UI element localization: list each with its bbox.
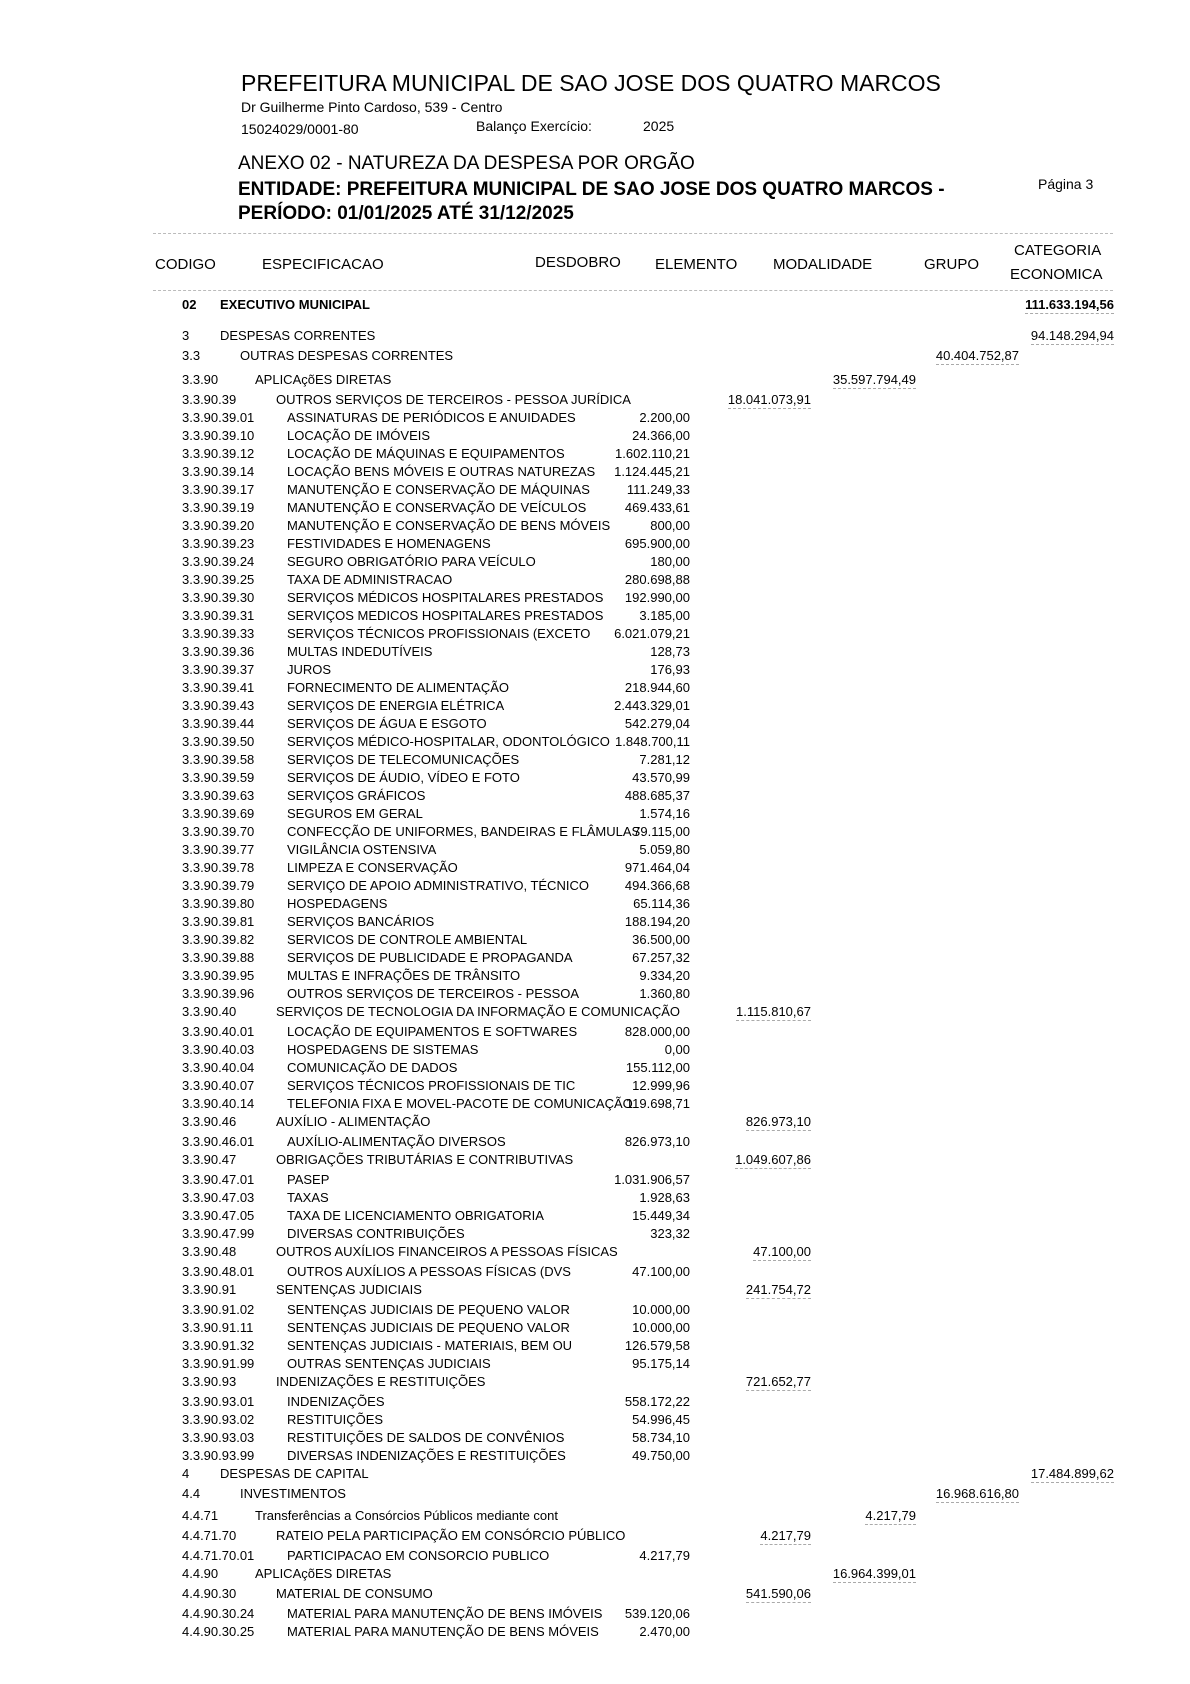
row-value: 94.148.294,94 (1030, 328, 1114, 343)
row-value: 176,93 (650, 662, 690, 677)
row-value: 1.049.607,86 (735, 1152, 811, 1167)
row-description: JUROS (287, 662, 332, 677)
row-value: 49.750,00 (632, 1448, 690, 1463)
row-value: 47.100,00 (753, 1244, 811, 1259)
row-description: INVESTIMENTOS (240, 1486, 346, 1501)
row-code: 3.3.90.39.58 (182, 752, 255, 767)
row-code: 3.3.90.39.96 (182, 986, 255, 1001)
row-code: 3.3.90.40.01 (182, 1024, 255, 1039)
row-value: 95.175,14 (632, 1356, 690, 1371)
row-description: SERVIÇOS MEDICOS HOSPITALARES PRESTADOS (287, 608, 604, 623)
row-value: 35.597.794,49 (832, 372, 916, 387)
row-description: TELEFONIA FIXA E MOVEL-PACOTE DE COMUNICAÇÃO (287, 1096, 633, 1111)
row-code: 3.3.90.39.37 (182, 662, 255, 677)
row-value: 2.470,00 (639, 1624, 690, 1639)
row-description: SERVIÇOS DE ENERGIA ELÉTRICA (287, 698, 505, 713)
row-code: 3.3.90.39.12 (182, 446, 255, 461)
row-code: 3.3.90.39.77 (182, 842, 255, 857)
row-code: 3.3.90.39.31 (182, 608, 255, 623)
row-description: SERVIÇOS DE TECNOLOGIA DA INFORMAÇÃO E COMUNICAÇÃO (276, 1004, 681, 1019)
row-value: 241.754,72 (745, 1282, 811, 1297)
row-code: 3.3.90.39.69 (182, 806, 255, 821)
row-code: 3.3.90.39 (182, 392, 237, 407)
row-code: 3.3.90.48.01 (182, 1264, 255, 1279)
row-value: 111.249,33 (626, 482, 690, 497)
row-value: 79.115,00 (633, 824, 690, 839)
row-value: 65.114,36 (633, 896, 690, 911)
row-code: 3.3.90.39.43 (182, 698, 255, 713)
row-description: SERVIÇOS DE TELECOMUNICAÇÕES (287, 752, 520, 767)
row-description: SERVIÇOS DE PUBLICIDADE E PROPAGANDA (287, 950, 573, 965)
row-value: 43.570,99 (632, 770, 690, 785)
row-description: DESPESAS DE CAPITAL (220, 1466, 369, 1481)
row-code: 3.3.90.39.23 (182, 536, 255, 551)
row-description: SERVIÇOS TÉCNICOS PROFISSIONAIS DE TIC (287, 1078, 576, 1093)
row-code: 4.4.90 (182, 1566, 219, 1581)
row-value: 54.996,45 (632, 1412, 690, 1427)
row-code: 3.3.90.46.01 (182, 1134, 255, 1149)
entidade-title: ENTIDADE: PREFEITURA MUNICIPAL DE SAO JOSE DOS QUATRO MARCOS - (238, 179, 945, 200)
row-code: 3.3.90.48 (182, 1244, 237, 1259)
row-code: 3.3.90.40.07 (182, 1078, 255, 1093)
row-description: COMUNICAÇÃO DE DADOS (287, 1060, 458, 1075)
row-code: 3.3.90.39.01 (182, 410, 255, 425)
row-code: 3.3.90.39.44 (182, 716, 255, 731)
row-code: 3.3.90.40 (182, 1004, 237, 1019)
row-description: APLICAçõES DIRETAS (255, 1566, 392, 1581)
row-value: 2.443.329,01 (614, 698, 690, 713)
row-code: 3.3.90.39.79 (182, 878, 255, 893)
row-description: SENTENÇAS JUDICIAIS DE PEQUENO VALOR (287, 1302, 570, 1317)
row-description: TAXA DE ADMINISTRACAO (287, 572, 453, 587)
col-modalidade: MODALIDADE (773, 256, 873, 273)
row-description: TAXAS (287, 1190, 329, 1205)
row-description: SERVIÇOS GRÁFICOS (287, 788, 426, 803)
col-desdobro: DESDOBRO (535, 254, 621, 271)
balanco-label: Balanço Exercício: (476, 118, 592, 134)
row-code: 3.3.90.39.78 (182, 860, 255, 875)
row-value: 111.633.194,56 (1025, 297, 1114, 312)
row-code: 4.4.71.70 (182, 1528, 237, 1543)
row-code: 4 (182, 1466, 190, 1481)
row-value: 10.000,00 (632, 1320, 690, 1335)
row-description: DIVERSAS CONTRIBUIÇÕES (287, 1226, 465, 1241)
row-description: MANUTENÇÃO E CONSERVAÇÃO DE BENS MÓVEIS (287, 518, 611, 533)
row-description: MANUTENÇÃO E CONSERVAÇÃO DE MÁQUINAS (287, 482, 590, 497)
row-value: 971.464,04 (624, 860, 690, 875)
col-especificacao: ESPECIFICACAO (262, 256, 384, 273)
row-code: 3.3.90.39.17 (182, 482, 255, 497)
row-value: 2.200,00 (639, 410, 690, 425)
row-description: APLICAçõES DIRETAS (255, 372, 392, 387)
anexo-title: ANEXO 02 - NATUREZA DA DESPESA POR ORGÃO (238, 153, 695, 174)
row-description: SERVIÇOS DE ÁUDIO, VÍDEO E FOTO (287, 770, 520, 785)
row-value: 0,00 (664, 1042, 690, 1057)
row-description: AUXÍLIO - ALIMENTAÇÃO (276, 1114, 431, 1129)
row-description: MATERIAL PARA MANUTENÇÃO DE BENS IMÓVEIS (287, 1606, 603, 1621)
row-value: 36.500,00 (632, 932, 690, 947)
row-code: 3.3.90.93.99 (182, 1448, 255, 1463)
row-code: 3.3.90.39.36 (182, 644, 255, 659)
row-description: SERVICOS DE CONTROLE AMBIENTAL (287, 932, 528, 947)
row-value: 1.574,16 (639, 806, 690, 821)
row-description: RESTITUIÇÕES DE SALDOS DE CONVÊNIOS (287, 1430, 565, 1445)
row-code: 3.3.90.91 (182, 1282, 237, 1297)
row-value: 558.172,22 (624, 1394, 690, 1409)
row-code: 3.3.90.39.30 (182, 590, 255, 605)
cnpj: 15024029/0001-80 (241, 121, 359, 137)
row-code: 3.3.90.91.02 (182, 1302, 255, 1317)
row-value: 542.279,04 (624, 716, 690, 731)
row-description: INDENIZAÇÕES (287, 1394, 385, 1409)
row-description: PARTICIPACAO EM CONSORCIO PUBLICO (287, 1548, 550, 1563)
row-description: OUTRAS DESPESAS CORRENTES (240, 348, 454, 363)
row-code: 3.3.90 (182, 372, 219, 387)
row-value: 3.185,00 (639, 608, 690, 623)
row-value: 12.999,96 (632, 1078, 690, 1093)
row-description: LOCAÇÃO DE EQUIPAMENTOS E SOFTWARES (287, 1024, 578, 1039)
row-description: HOSPEDAGENS DE SISTEMAS (287, 1042, 479, 1057)
row-description: OBRIGAÇÕES TRIBUTÁRIAS E CONTRIBUTIVAS (276, 1152, 574, 1167)
row-value: 721.652,77 (745, 1374, 811, 1389)
row-code: 3.3.90.39.80 (182, 896, 255, 911)
row-code: 3.3.90.40.03 (182, 1042, 255, 1057)
row-value: 119.698,71 (625, 1096, 690, 1111)
row-code: 3.3.90.39.10 (182, 428, 255, 443)
row-code: 3.3.90.46 (182, 1114, 237, 1129)
row-code: 3.3 (182, 348, 201, 363)
page-title: PREFEITURA MUNICIPAL DE SAO JOSE DOS QUATRO MARCOS (241, 70, 941, 96)
row-code: 3.3.90.39.25 (182, 572, 255, 587)
row-description: SERVIÇO DE APOIO ADMINISTRATIVO, TÉCNICO (287, 878, 589, 893)
row-value: 17.484.899,62 (1030, 1466, 1114, 1481)
row-code: 4.4.71.70.01 (182, 1548, 255, 1563)
row-description: FESTIVIDADES E HOMENAGENS (287, 536, 491, 551)
row-value: 1.848.700,11 (615, 734, 690, 749)
row-code: 3.3.90.47.01 (182, 1172, 255, 1187)
row-value: 188.194,20 (624, 914, 690, 929)
row-code: 3.3.90.47.05 (182, 1208, 255, 1223)
row-code: 3.3.90.91.32 (182, 1338, 255, 1353)
row-code: 3.3.90.39.50 (182, 734, 255, 749)
row-code: 3.3.90.91.11 (182, 1320, 254, 1335)
row-value: 218.944,60 (624, 680, 690, 695)
row-description: DESPESAS CORRENTES (220, 328, 376, 343)
col-economica: ECONOMICA (1010, 266, 1103, 283)
row-value: 126.579,58 (624, 1338, 690, 1353)
row-value: 1.031.906,57 (614, 1172, 690, 1187)
row-value: 7.281,12 (639, 752, 690, 767)
row-description: AUXÍLIO-ALIMENTAÇÃO DIVERSOS (287, 1134, 506, 1149)
row-code: 02 (182, 297, 197, 312)
row-description: VIGILÂNCIA OSTENSIVA (287, 842, 437, 857)
row-description: MATERIAL PARA MANUTENÇÃO DE BENS MÓVEIS (287, 1624, 599, 1639)
row-value: 58.734,10 (632, 1430, 690, 1445)
row-description: ASSINATURAS DE PERIÓDICOS E ANUIDADES (287, 410, 576, 425)
row-description: OUTRAS SENTENÇAS JUDICIAIS (287, 1356, 491, 1371)
row-description: FORNECIMENTO DE ALIMENTAÇÃO (287, 680, 509, 695)
row-code: 3.3.90.93.02 (182, 1412, 255, 1427)
row-value: 15.449,34 (632, 1208, 690, 1223)
row-code: 3.3.90.39.24 (182, 554, 255, 569)
row-description: RESTITUIÇÕES (287, 1412, 384, 1427)
row-code: 3.3.90.47.03 (182, 1190, 255, 1205)
row-description: OUTROS AUXÍLIOS A PESSOAS FÍSICAS (DVS (287, 1264, 571, 1279)
col-categoria: CATEGORIA (1014, 242, 1102, 259)
row-description: SEGURO OBRIGATÓRIO PARA VEÍCULO (287, 554, 536, 569)
row-description: OUTROS AUXÍLIOS FINANCEIROS A PESSOAS FÍSICAS (276, 1244, 618, 1259)
row-value: 1.928,63 (639, 1190, 690, 1205)
row-value: 494.366,68 (624, 878, 690, 893)
row-value: 323,32 (650, 1226, 690, 1241)
row-description: CONFECÇÃO DE UNIFORMES, BANDEIRAS E FLÂMULAS (287, 824, 641, 839)
row-code: 3 (182, 328, 190, 343)
row-value: 4.217,79 (639, 1548, 690, 1563)
row-value: 155.112,00 (625, 1060, 690, 1075)
row-value: 469.433,61 (624, 500, 690, 515)
row-code: 3.3.90.39.59 (182, 770, 255, 785)
row-description: MULTAS E INFRAÇÕES DE TRÂNSITO (287, 968, 521, 983)
row-code: 3.3.90.39.81 (182, 914, 255, 929)
row-description: LIMPEZA E CONSERVAÇÃO (287, 860, 458, 875)
row-value: 9.334,20 (639, 968, 690, 983)
row-description: MATERIAL DE CONSUMO (276, 1586, 433, 1601)
periodo-title: PERÍODO: 01/01/2025 ATÉ 31/12/2025 (238, 203, 574, 224)
row-code: 3.3.90.39.33 (182, 626, 255, 641)
row-code: 3.3.90.39.41 (182, 680, 255, 695)
row-code: 3.3.90.93 (182, 1374, 237, 1389)
row-value: 800,00 (650, 518, 690, 533)
row-value: 1.602.110,21 (615, 446, 690, 461)
row-description: SENTENÇAS JUDICIAIS DE PEQUENO VALOR (287, 1320, 570, 1335)
row-code: 4.4.90.30.24 (182, 1606, 255, 1621)
row-value: 5.059,80 (639, 842, 690, 857)
row-description: TAXA DE LICENCIAMENTO OBRIGATORIA (287, 1208, 544, 1223)
row-code: 3.3.90.39.14 (182, 464, 255, 479)
col-codigo: CODIGO (155, 256, 216, 273)
row-value: 180,00 (650, 554, 690, 569)
row-value: 488.685,37 (624, 788, 690, 803)
row-value: 47.100,00 (632, 1264, 690, 1279)
row-code: 4.4.90.30.25 (182, 1624, 255, 1639)
row-code: 3.3.90.93.03 (182, 1430, 255, 1445)
row-description: RATEIO PELA PARTICIPAÇÃO EM CONSÓRCIO PÚBLICO (276, 1528, 626, 1543)
row-value: 695.900,00 (624, 536, 690, 551)
row-code: 3.3.90.39.95 (182, 968, 255, 983)
row-value: 1.115.810,67 (736, 1004, 811, 1019)
row-value: 6.021.079,21 (614, 626, 690, 641)
row-code: 3.3.90.47.99 (182, 1226, 255, 1241)
row-description: OUTROS SERVIÇOS DE TERCEIROS - PESSOA (287, 986, 580, 1001)
row-description: DIVERSAS INDENIZAÇÕES E RESTITUIÇÕES (287, 1448, 566, 1463)
row-code: 3.3.90.39.82 (182, 932, 255, 947)
row-code: 3.3.90.40.04 (182, 1060, 255, 1075)
row-description: SERVIÇOS DE ÁGUA E ESGOTO (287, 716, 487, 731)
row-description: MULTAS INDEDUTÍVEIS (287, 644, 433, 659)
row-value: 539.120,06 (624, 1606, 690, 1621)
row-description: LOCAÇÃO DE IMÓVEIS (287, 428, 431, 443)
page-number: Página 3 (1038, 176, 1094, 192)
row-description: EXECUTIVO MUNICIPAL (220, 297, 370, 312)
row-description: HOSPEDAGENS (287, 896, 388, 911)
row-code: 4.4.71 (182, 1508, 219, 1523)
row-code: 4.4 (182, 1486, 201, 1501)
row-code: 3.3.90.40.14 (182, 1096, 255, 1111)
row-description: SERVIÇOS MÉDICO-HOSPITALAR, ODONTOLÓGICO (287, 734, 610, 749)
col-elemento: ELEMENTO (655, 256, 738, 273)
row-code: 3.3.90.93.01 (182, 1394, 255, 1409)
row-value: 24.366,00 (632, 428, 690, 443)
row-value: 826.973,10 (745, 1114, 811, 1129)
row-description: Transferências a Consórcios Públicos mediante cont (255, 1508, 558, 1523)
row-code: 3.3.90.39.70 (182, 824, 255, 839)
row-description: LOCAÇÃO BENS MÓVEIS E OUTRAS NATUREZAS (287, 464, 596, 479)
row-value: 16.964.399,01 (832, 1566, 916, 1581)
row-code: 3.3.90.91.99 (182, 1356, 255, 1371)
row-value: 826.973,10 (624, 1134, 690, 1149)
row-code: 3.3.90.39.88 (182, 950, 255, 965)
row-code: 3.3.90.47 (182, 1152, 237, 1167)
row-description: SENTENÇAS JUDICIAIS - MATERIAIS, BEM OU (287, 1338, 573, 1353)
balanco-year: 2025 (643, 118, 675, 134)
row-description: SEGUROS EM GERAL (287, 806, 423, 821)
row-value: 18.041.073,91 (727, 392, 811, 407)
row-description: LOCAÇÃO DE MÁQUINAS E EQUIPAMENTOS (287, 446, 565, 461)
row-value: 128,73 (650, 644, 690, 659)
row-value: 67.257,32 (632, 950, 690, 965)
row-description: SERVIÇOS BANCÁRIOS (287, 914, 435, 929)
row-value: 16.968.616,80 (935, 1486, 1019, 1501)
row-value: 1.124.445,21 (614, 464, 690, 479)
row-description: INDENIZAÇÕES E RESTITUIÇÕES (276, 1374, 486, 1389)
row-value: 40.404.752,87 (935, 348, 1019, 363)
row-code: 3.3.90.39.20 (182, 518, 255, 533)
row-description: SERVIÇOS MÉDICOS HOSPITALARES PRESTADOS (287, 590, 604, 605)
row-value: 280.698,88 (624, 572, 690, 587)
row-description: OUTROS SERVIÇOS DE TERCEIROS - PESSOA JURÍDICA (276, 392, 631, 407)
row-description: PASEP (287, 1172, 330, 1187)
row-code: 3.3.90.39.19 (182, 500, 255, 515)
address: Dr Guilherme Pinto Cardoso, 539 - Centro (241, 99, 503, 115)
row-value: 1.360,80 (639, 986, 690, 1001)
row-value: 4.217,79 (760, 1528, 811, 1543)
row-value: 10.000,00 (632, 1302, 690, 1317)
row-code: 4.4.90.30 (182, 1586, 237, 1601)
row-code: 3.3.90.39.63 (182, 788, 255, 803)
row-description: SERVIÇOS TÉCNICOS PROFISSIONAIS (EXCETO (287, 626, 591, 641)
row-value: 4.217,79 (865, 1508, 916, 1523)
row-value: 541.590,06 (745, 1586, 811, 1601)
row-value: 828.000,00 (624, 1024, 690, 1039)
row-description: SENTENÇAS JUDICIAIS (276, 1282, 422, 1297)
col-grupo: GRUPO (924, 256, 980, 273)
row-value: 192.990,00 (624, 590, 690, 605)
row-description: MANUTENÇÃO E CONSERVAÇÃO DE VEÍCULOS (287, 500, 587, 515)
